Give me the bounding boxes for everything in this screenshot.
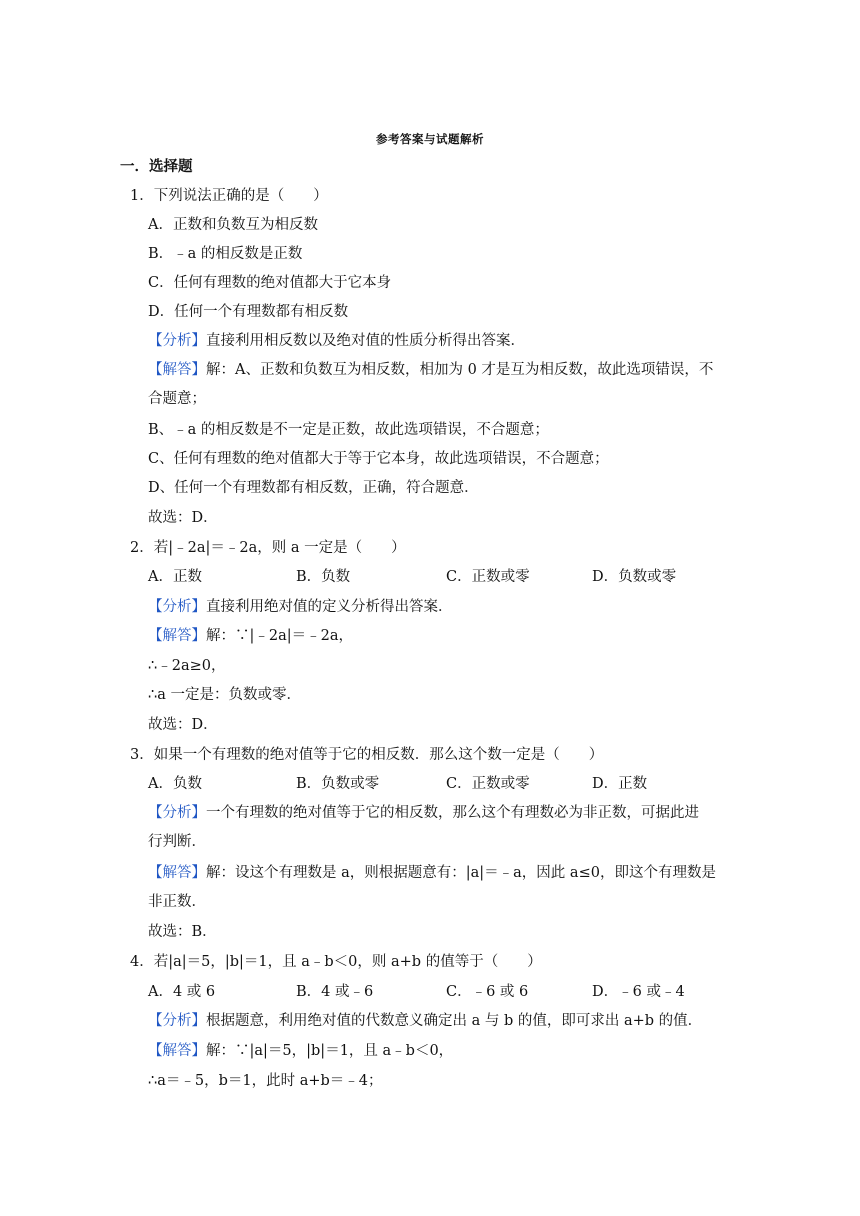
solution-tag: 【解答】 (148, 865, 206, 881)
q4-solution-text: 解：∵|a|＝5，|b|＝1，且 a﹣b＜0， (206, 1043, 454, 1059)
q1-analysis-text: 直接利用相反数以及绝对值的性质分析得出答案． (206, 333, 525, 349)
q1-line-b: B、﹣a 的相反数是不一定是正数，故此选项错误，不合题意； (148, 422, 549, 438)
q3-analysis (148, 803, 699, 823)
q1-answer: 故选：D． (148, 510, 218, 526)
q4-option-d: D．﹣6 或﹣4 (592, 984, 685, 1000)
q2-analysis (148, 597, 453, 617)
q3-analysis-cont: 行判断． (148, 834, 206, 850)
question-3-stem: 3．如果一个有理数的绝对值等于它的相反数．那么这个数一定是（ ） (130, 747, 604, 763)
solution-tag: 【解答】 (148, 362, 206, 378)
q2-answer: 故选：D． (148, 717, 218, 733)
question-2-stem: 2．若|﹣2a|＝﹣2a，则 a 一定是（ ） (130, 540, 406, 556)
q4-analysis-text: 根据题意，利用绝对值的代数意义确定出 a 与 b 的值，即可求出 a+b 的值． (206, 1013, 703, 1029)
q3-option-c: C．正数或零 (446, 776, 530, 792)
q1-option-c: C．任何有理数的绝对值都大于它本身 (148, 275, 392, 291)
q1-solution-text: 解：A、正数和负数互为相反数，相加为 0 才是互为相反数，故此选项错误，不 (206, 362, 714, 378)
q3-option-a: A．负数 (148, 776, 202, 792)
q4-solution (148, 1041, 453, 1061)
q1-line-c: C、任何有理数的绝对值都大于等于它本身，故此选项错误，不合题意； (148, 451, 609, 467)
section-heading: 一．选择题 (120, 158, 193, 175)
q4-option-c: C．﹣6 或 6 (446, 984, 529, 1000)
q4-analysis (148, 1011, 702, 1031)
q2-line-2: ∴a 一定是：负数或零． (148, 687, 301, 703)
analysis-tag: 【分析】 (148, 1013, 206, 1029)
analysis-tag: 【分析】 (148, 599, 206, 615)
q3-solution-text: 解：设这个有理数是 a，则根据题意有：|a|＝﹣a，因此 a≤0，即这个有理数是 (206, 865, 716, 881)
q2-option-a: A．正数 (148, 569, 202, 585)
solution-tag: 【解答】 (148, 628, 206, 644)
analysis-tag: 【分析】 (148, 805, 206, 821)
q1-solution (148, 360, 713, 380)
q1-option-b: B．﹣a 的相反数是正数 (148, 246, 303, 262)
q3-answer: 故选：B． (148, 924, 217, 940)
q1-line-d: D、任何一个有理数都有相反数，正确，符合题意． (148, 480, 479, 496)
q3-option-b: B．负数或零 (296, 776, 380, 792)
q1-option-a: A．正数和负数互为相反数 (148, 217, 318, 233)
q3-option-d: D．正数 (592, 776, 648, 792)
q2-analysis-text: 直接利用绝对值的定义分析得出答案． (206, 599, 453, 615)
q3-solution-cont: 非正数． (148, 894, 206, 910)
q4-line-1: ∴a＝﹣5，b＝1，此时 a+b＝﹣4； (148, 1073, 383, 1089)
q3-solution (148, 863, 716, 883)
q2-solution-text: 解：∵|﹣2a|＝﹣2a， (206, 628, 354, 644)
analysis-tag: 【分析】 (148, 333, 206, 349)
q2-option-d: D．负数或零 (592, 569, 677, 585)
document-title: 参考答案与试题解析 (376, 132, 484, 146)
q2-option-b: B．负数 (296, 569, 351, 585)
question-1-stem: 1．下列说法正确的是（ ） (130, 188, 328, 204)
q1-analysis (148, 331, 525, 351)
q2-line-1: ∴﹣2a≥0， (148, 658, 226, 674)
q2-option-c: C．正数或零 (446, 569, 530, 585)
q1-solution-cont: 合题意； (148, 391, 206, 407)
q2-solution (148, 626, 353, 646)
q3-analysis-text: 一个有理数的绝对值等于它的相反数，那么这个有理数必为非正数，可据此进 (206, 805, 699, 821)
q4-option-a: A．4 或 6 (148, 984, 216, 1000)
solution-tag: 【解答】 (148, 1043, 206, 1059)
q1-option-d: D．任何一个有理数都有相反数 (148, 304, 349, 320)
q4-option-b: B．4 或﹣6 (296, 984, 374, 1000)
question-4-stem: 4．若|a|＝5，|b|＝1，且 a﹣b＜0，则 a+b 的值等于（ ） (130, 954, 542, 970)
